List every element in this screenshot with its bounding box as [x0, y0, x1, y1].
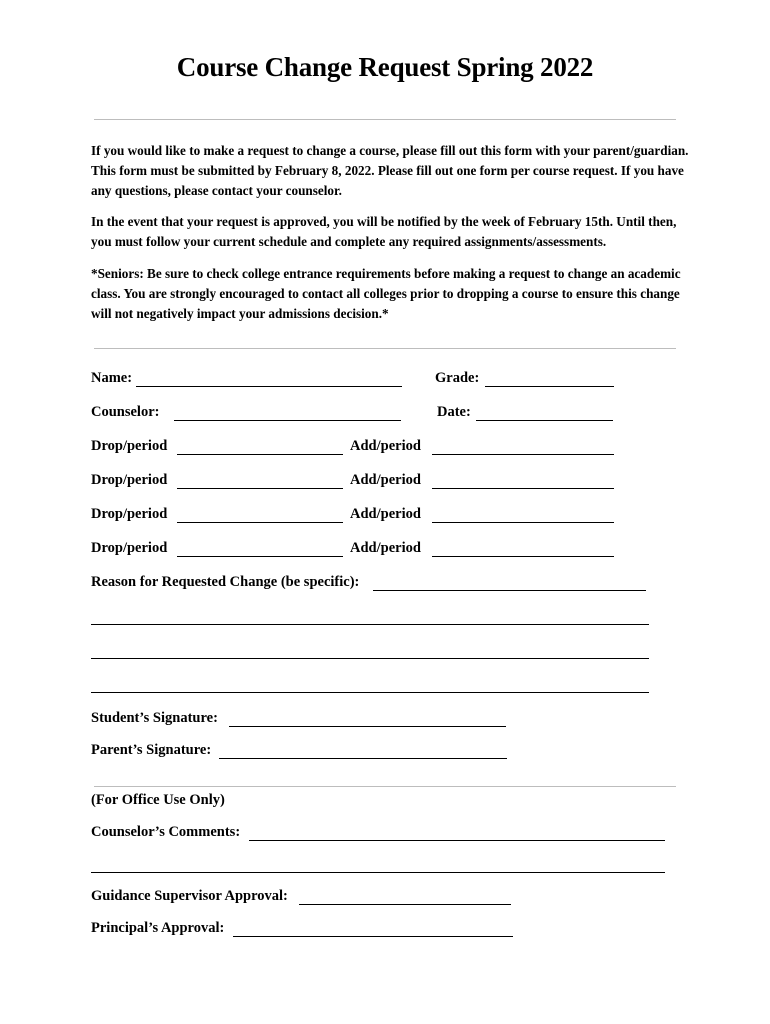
add-period-label-1: Add/period	[350, 438, 421, 454]
add-period-label-3: Add/period	[350, 506, 421, 522]
counselor-comments-field[interactable]	[249, 840, 665, 841]
name-label: Name:	[91, 370, 133, 386]
add-period-field-4[interactable]	[432, 556, 614, 557]
page-title: Course Change Request Spring 2022	[176, 52, 594, 82]
student-signature-field[interactable]	[229, 726, 506, 727]
date-field[interactable]	[476, 420, 613, 421]
drop-period-field-2[interactable]	[177, 488, 343, 489]
counselor-label: Counselor:	[91, 404, 160, 420]
date-label: Date:	[437, 404, 471, 420]
drop-period-label-2: Drop/period	[91, 472, 168, 488]
drop-period-label-1: Drop/period	[91, 438, 168, 454]
drop-period-field-4[interactable]	[177, 556, 343, 557]
add-period-field-1[interactable]	[432, 454, 614, 455]
guidance-approval-field[interactable]	[299, 904, 511, 905]
grade-label: Grade:	[435, 370, 480, 386]
drop-period-label-4: Drop/period	[91, 540, 168, 556]
principal-approval-label: Principal’s Approval:	[91, 920, 225, 936]
reason-label: Reason for Requested Change (be specific):	[91, 574, 360, 590]
top-divider	[94, 119, 676, 120]
office-divider	[94, 786, 676, 787]
drop-period-label-3: Drop/period	[91, 506, 168, 522]
drop-period-field-3[interactable]	[177, 522, 343, 523]
intro-paragraph-2: In the event that your request is approved, you will be notified by the week of February 15th. Until then, you must follow your current schedule and complete any required assignments/assessments.	[91, 214, 677, 249]
seniors-note: *Seniors: Be sure to check college entrance requirements before making a request to change an academic class. You are strongly encouraged to contact all colleges prior to dropping a course to ensure this change will not negatively impact your admissions decision.*	[91, 266, 681, 321]
guidance-approval-label: Guidance Supervisor Approval:	[91, 888, 288, 904]
counselor-comments-label: Counselor’s Comments:	[91, 824, 241, 840]
office-use-heading: (For Office Use Only)	[91, 792, 225, 808]
grade-field[interactable]	[485, 386, 614, 387]
principal-approval-field[interactable]	[233, 936, 513, 937]
drop-period-field-1[interactable]	[177, 454, 343, 455]
section-divider	[94, 348, 676, 349]
parent-signature-field[interactable]	[219, 758, 507, 759]
counselor-field[interactable]	[174, 420, 401, 421]
name-field[interactable]	[136, 386, 402, 387]
add-period-label-4: Add/period	[350, 540, 421, 556]
reason-field[interactable]	[373, 590, 646, 591]
intro-paragraph-1: If you would like to make a request to change a course, please fill out this form with your parent/guardian. This form must be submitted by February 8, 2022. Please fill out one form per course request. If you have any questions, please contact your counselor.	[91, 143, 689, 198]
add-period-field-3[interactable]	[432, 522, 614, 523]
reason-line-3[interactable]	[91, 658, 649, 659]
add-period-field-2[interactable]	[432, 488, 614, 489]
add-period-label-2: Add/period	[350, 472, 421, 488]
parent-signature-label: Parent’s Signature:	[91, 742, 212, 758]
counselor-comments-line-2[interactable]	[91, 872, 665, 873]
reason-line-4[interactable]	[91, 692, 649, 693]
reason-line-2[interactable]	[91, 624, 649, 625]
student-signature-label: Student’s Signature:	[91, 710, 218, 726]
